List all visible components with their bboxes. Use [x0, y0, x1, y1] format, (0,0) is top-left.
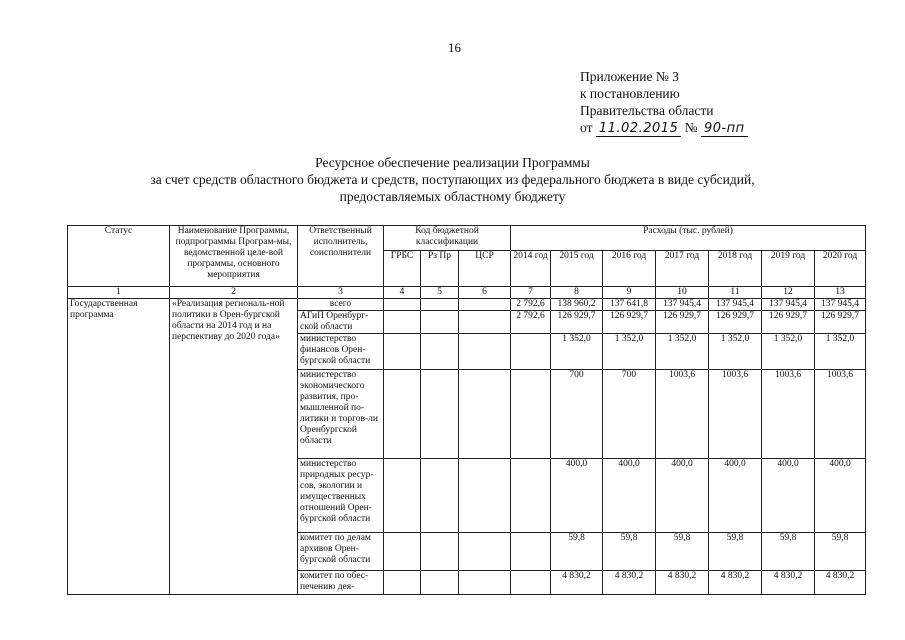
value-cell: 4 830,2: [603, 571, 656, 595]
column-number: 7: [511, 287, 551, 299]
header-status: Статус: [68, 226, 170, 287]
value-cell: 1 352,0: [656, 334, 709, 370]
value-cell: [511, 571, 551, 595]
value-cell: 59,8: [762, 533, 815, 571]
header-year-2020: 2020 год: [815, 251, 866, 287]
table-row: [68, 299, 866, 311]
column-number: 12: [762, 287, 815, 299]
value-cell: 59,8: [815, 533, 866, 571]
header-budget-code: Код бюджетной классификации: [384, 226, 511, 251]
header-executor: Ответственный исполнитель, соисполнители: [298, 226, 384, 287]
value-cell: 59,8: [709, 533, 762, 571]
header-grbs: ГРБС: [384, 251, 421, 287]
value-cell: 2 792,6: [511, 311, 551, 334]
value-cell: 4 830,2: [762, 571, 815, 595]
value-cell: 4 830,2: [656, 571, 709, 595]
header-year-2019: 2019 год: [762, 251, 815, 287]
value-cell: 126 929,7: [762, 311, 815, 334]
value-cell: 1003,6: [762, 370, 815, 459]
date-prefix: от: [580, 120, 593, 135]
value-cell: 1 352,0: [815, 334, 866, 370]
header-year-2018: 2018 год: [709, 251, 762, 287]
column-number: 2: [170, 287, 298, 299]
title-line-3: предоставляемых областному бюджету: [339, 189, 566, 204]
value-cell: 400,0: [551, 459, 603, 533]
column-number: 1: [68, 287, 170, 299]
appendix-line-1: Приложение № 3: [580, 69, 679, 84]
value-cell: 1 352,0: [709, 334, 762, 370]
value-cell: 700: [551, 370, 603, 459]
document-title: [40, 154, 865, 205]
executor-cell: министерство экономического развития, про-мышленной по-литики и торгов-ли Оренбургской области: [298, 370, 384, 459]
executor-cell: комитет по обес-печению дея-: [298, 571, 384, 595]
page-number: 16: [448, 40, 461, 55]
header-csr: ЦСР: [459, 251, 511, 287]
value-cell: 400,0: [709, 459, 762, 533]
column-number: 5: [421, 287, 459, 299]
column-number: 6: [459, 287, 511, 299]
value-cell: 700: [603, 370, 656, 459]
value-cell: 137 945,4: [709, 299, 762, 311]
column-number: 8: [551, 287, 603, 299]
value-cell: 137 945,4: [815, 299, 866, 311]
value-cell: 59,8: [656, 533, 709, 571]
value-cell: 1 352,0: [551, 334, 603, 370]
header-year-2015: 2015 год: [551, 251, 603, 287]
value-cell: 1003,6: [709, 370, 762, 459]
value-cell: 400,0: [603, 459, 656, 533]
value-cell: 59,8: [603, 533, 656, 571]
value-cell: 4 830,2: [709, 571, 762, 595]
executor-total: всего: [298, 299, 384, 311]
value-cell: 137 945,4: [656, 299, 709, 311]
executor-cell: АГиП Оренбург-ской области: [298, 311, 384, 334]
value-cell: 126 929,7: [551, 311, 603, 334]
value-cell: 137 945,4: [762, 299, 815, 311]
value-cell: 400,0: [762, 459, 815, 533]
value-cell: 126 929,7: [656, 311, 709, 334]
value-cell: [511, 459, 551, 533]
appendix-block: [580, 68, 748, 137]
value-cell: 1003,6: [656, 370, 709, 459]
value-cell: [511, 334, 551, 370]
handwritten-date: 11.02.2015: [596, 121, 681, 137]
value-cell: 59,8: [551, 533, 603, 571]
appendix-line-3: Правительства области: [580, 103, 714, 118]
value-cell: 400,0: [815, 459, 866, 533]
header-year-2017: 2017 год: [656, 251, 709, 287]
executor-cell: министерство финансов Орен-бургской области: [298, 334, 384, 370]
header-expenses: Расходы (тыс. рублей): [511, 226, 866, 251]
header-year-2016: 2016 год: [603, 251, 656, 287]
resource-table: [67, 225, 866, 595]
column-number: 11: [709, 287, 762, 299]
header-name: Наименование Программы, подпрограммы Програм-мы, ведомственной целе-вой программы, основного мероприятия: [170, 226, 298, 287]
value-cell: 4 830,2: [551, 571, 603, 595]
column-number: 10: [656, 287, 709, 299]
value-cell: 138 960,2: [551, 299, 603, 311]
value-cell: 4 830,2: [815, 571, 866, 595]
header-rzpr: Рз Пр: [421, 251, 459, 287]
executor-cell: комитет по делам архивов Орен-бургской области: [298, 533, 384, 571]
program-name: «Реализация региональ-ной политики в Орен-бургской области на 2014 год и на перспективу до 2020 года»: [170, 299, 298, 595]
column-number-row: [68, 287, 866, 299]
executor-cell: министерство природных ресур-сов, экологии и имущественных отношений Орен-бургской области: [298, 459, 384, 533]
appendix-line-2: к постановлению: [580, 86, 680, 101]
header-year-2014: 2014 год: [511, 251, 551, 287]
title-line-2: за счет средств областного бюджета и средств, поступающих из федерального бюджета в виде субсидий,: [150, 172, 755, 187]
value-cell: 126 929,7: [815, 311, 866, 334]
handwritten-number: 90-пп: [701, 121, 748, 137]
column-number: 13: [815, 287, 866, 299]
value-cell: 137 641,8: [603, 299, 656, 311]
program-status: Государственная программа: [68, 299, 170, 595]
column-number: 9: [603, 287, 656, 299]
value-cell: [511, 370, 551, 459]
value-cell: 400,0: [656, 459, 709, 533]
title-line-1: Ресурсное обеспечение реализации Программы: [315, 155, 590, 170]
value-cell: 1 352,0: [762, 334, 815, 370]
value-cell: 2 792,6: [511, 299, 551, 311]
value-cell: 126 929,7: [603, 311, 656, 334]
appendix-date-line: [580, 119, 748, 137]
value-cell: 1003,6: [815, 370, 866, 459]
value-cell: 126 929,7: [709, 311, 762, 334]
number-prefix: №: [684, 120, 698, 135]
value-cell: [511, 533, 551, 571]
column-number: 4: [384, 287, 421, 299]
column-number: 3: [298, 287, 384, 299]
value-cell: 1 352,0: [603, 334, 656, 370]
